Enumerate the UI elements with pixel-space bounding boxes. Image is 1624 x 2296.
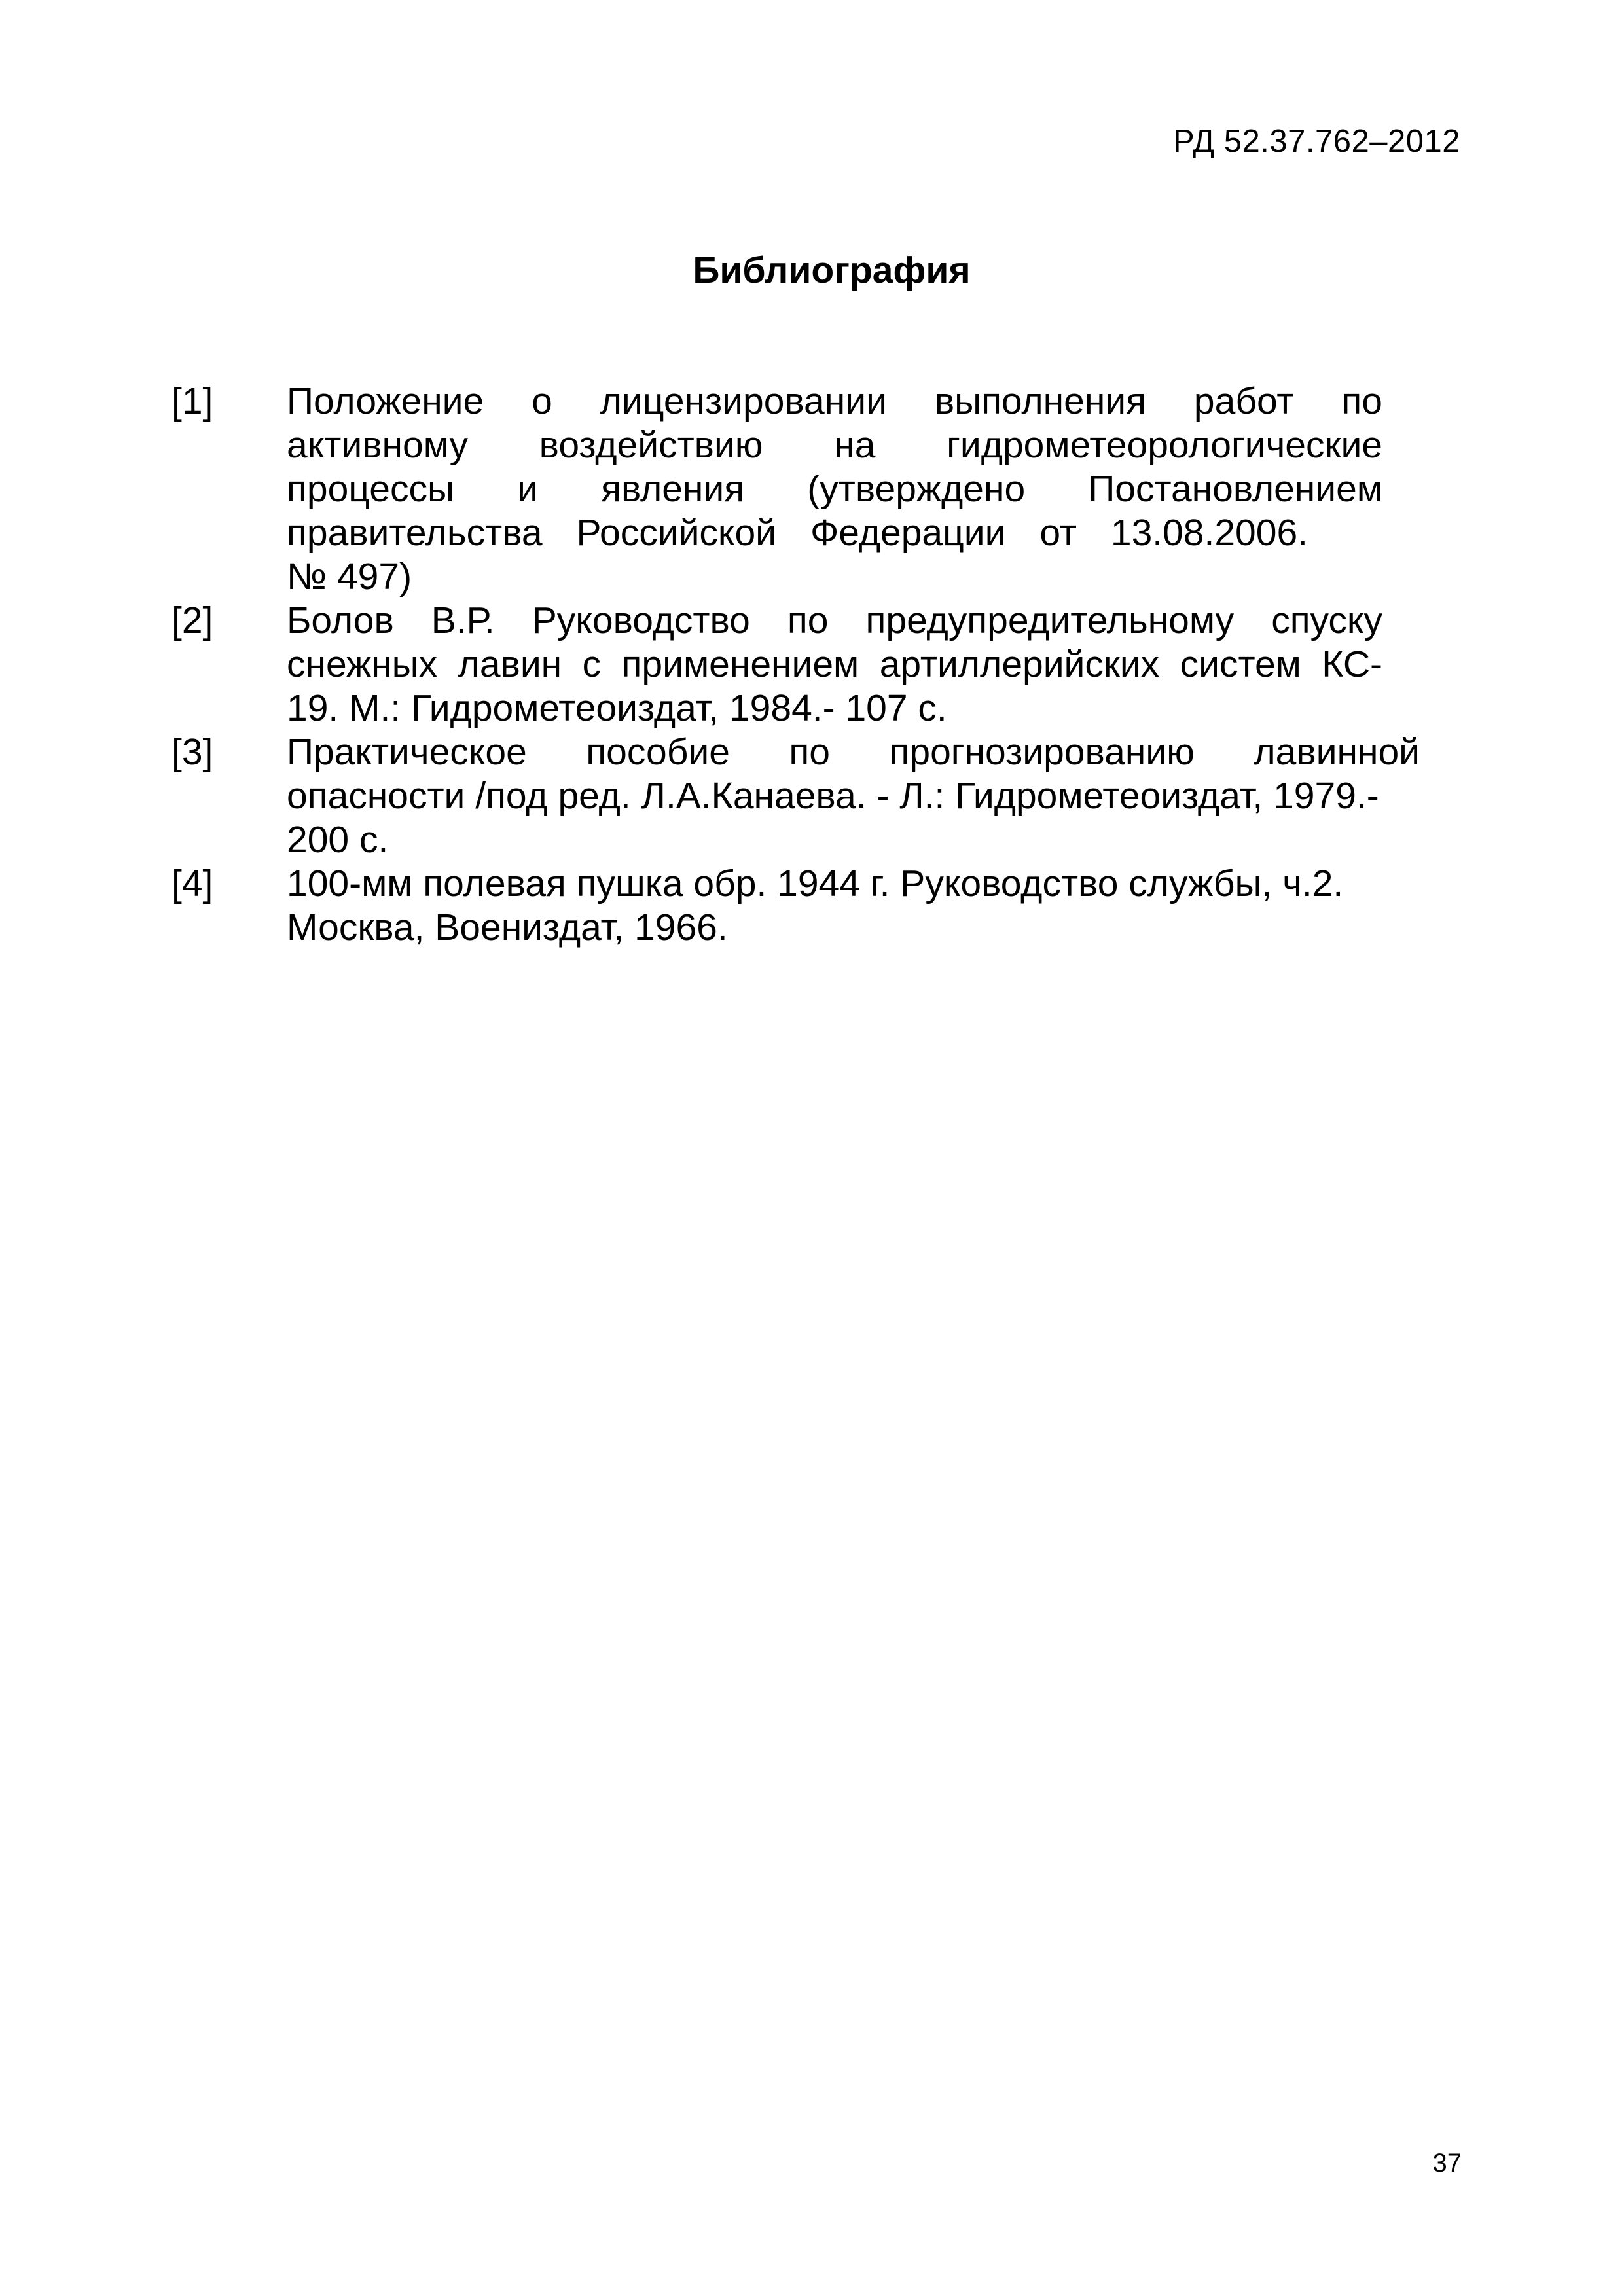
bibliography-line: 100-мм полевая пушка обр. 1944 г. Руководство службы, ч.2. <box>287 863 1344 905</box>
bibliography-line: Москва, Воениздат, 1966. <box>287 906 728 948</box>
bibliography-number: [4] <box>171 863 213 905</box>
bibliography-number: [2] <box>171 600 213 641</box>
bibliography-line: опасности /под ред. Л.А.Канаева. - Л.: Гидрометеоиздат, 1979.- <box>287 775 1379 817</box>
bibliography-line: снежных лавин с применением артиллерийских систем КС- <box>287 643 1382 685</box>
bibliography-item-1 <box>171 380 1481 599</box>
bibliography-line: активному воздействию на гидрометеорологические <box>287 424 1382 466</box>
document-code: РД 52.37.762–2012 <box>1173 124 1460 159</box>
bibliography-line: 200 с. <box>287 819 389 861</box>
bibliography-list <box>171 380 1481 950</box>
bibliography-item-3 <box>171 730 1481 862</box>
bibliography-line: правительства Российской Федерации от 13.08.2006. <box>287 512 1308 554</box>
bibliography-item-4 <box>171 862 1481 950</box>
page-number: 37 <box>1432 2149 1462 2178</box>
bibliography-line: № 497) <box>287 556 412 598</box>
bibliography-line: Положение о лицензировании выполнения работ по <box>287 380 1382 422</box>
bibliography-line: Практическое пособие по прогнозированию лавинной <box>287 731 1420 773</box>
bibliography-line: процессы и явления (утверждено Постановлением <box>287 468 1382 510</box>
bibliography-line: 19. М.: Гидрометеоиздат, 1984.- 107 с. <box>287 687 947 729</box>
bibliography-number: [1] <box>171 380 213 422</box>
bibliography-number: [3] <box>171 731 213 773</box>
bibliography-item-2 <box>171 599 1481 730</box>
page-title: Библиография <box>693 249 971 291</box>
bibliography-line: Болов В.Р. Руководство по предупредительному спуску <box>287 600 1382 641</box>
